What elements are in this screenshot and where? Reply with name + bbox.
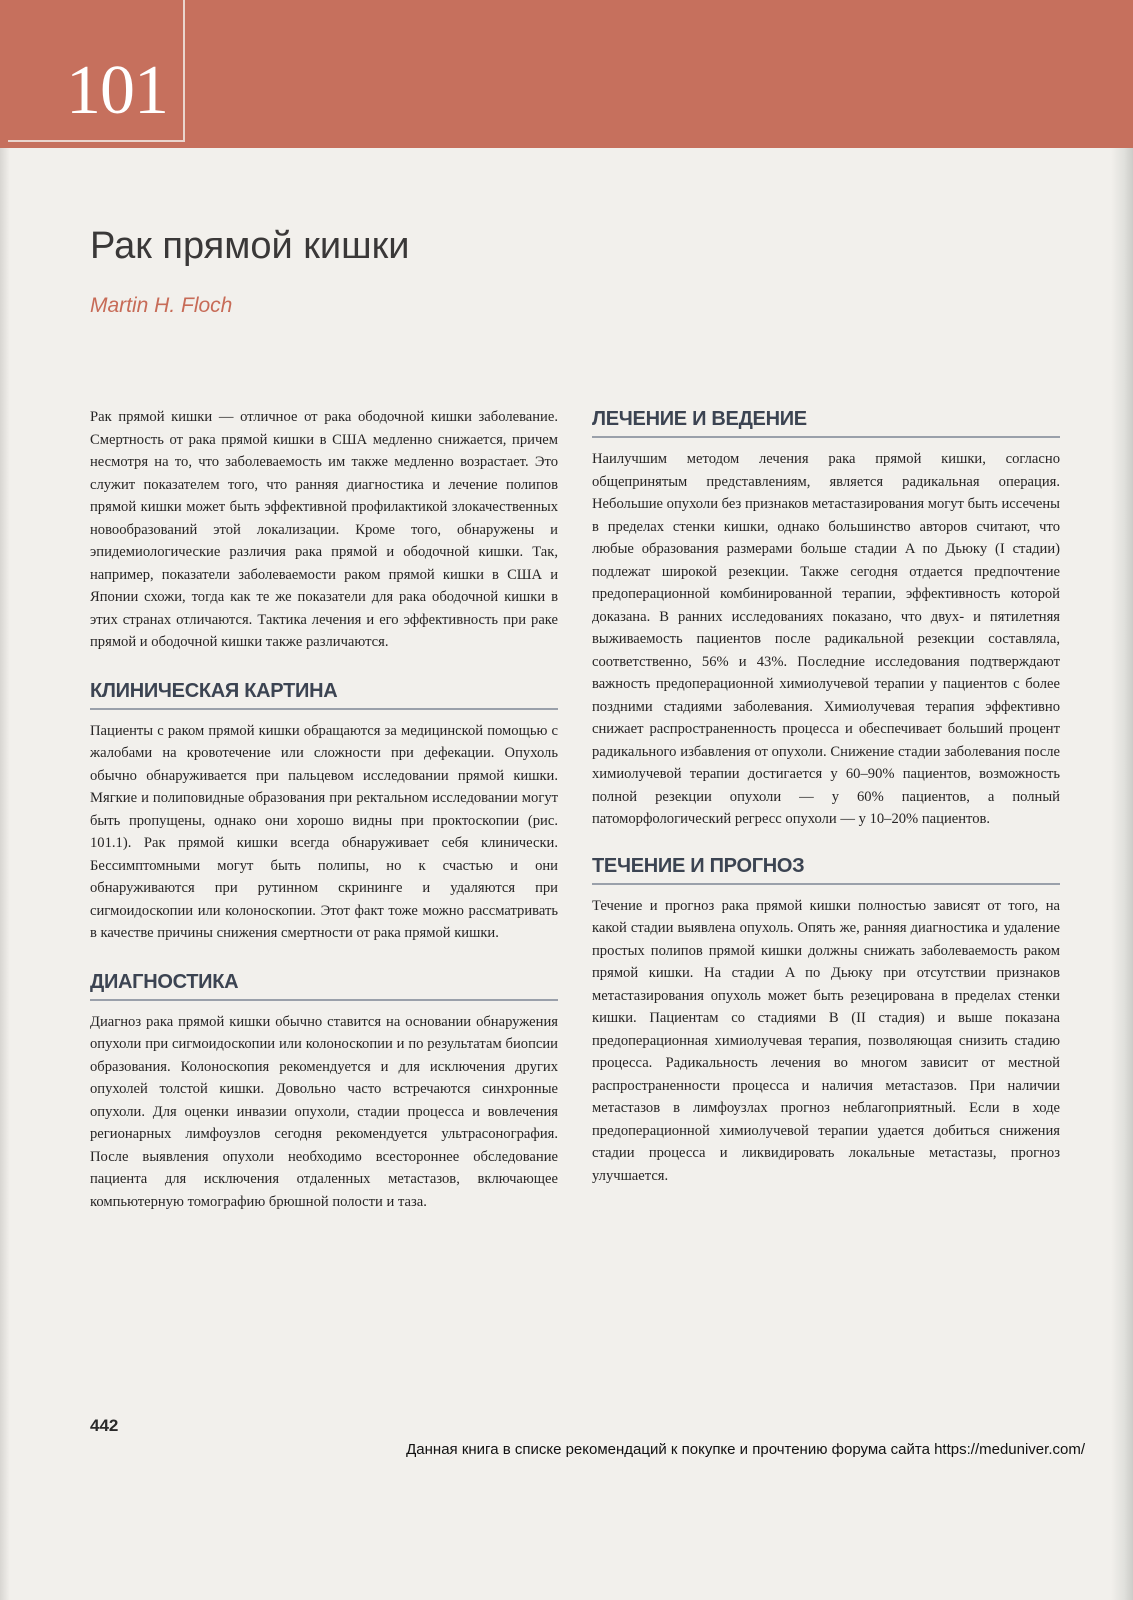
page-number: 442 — [90, 1416, 119, 1435]
right-column — [592, 406, 1060, 1187]
left-column — [90, 406, 558, 1213]
page-left-shadow — [0, 0, 10, 1600]
chapter-number: 101 — [66, 52, 168, 129]
section-heading-treatment: ЛЕЧЕНИЕ И ВЕДЕНИЕ — [592, 406, 1060, 438]
clinical-paragraph: Пациенты с раком прямой кишки обращаются за медицинской помощью с жалобами на кровотечение или сложности при дефекации. Опухоль обычно обнаруживается при пальцевом исследовании прямой кишки. Мягкие и полиповидные образования при ректальном исследовании могут быть пропущены, однако они хорошо видны при проктоскопии (рис. 101.1). Рак прямой кишки всегда обнаруживает себя клинически. Бессимптомными могут быть полипы, но к счастью и они обнаруживаются при рутинном скрининге и удаляются при сигмоидоскопии или колоноскопии. Этот факт тоже можно рассматривать в качестве причины снижения смертности от рака прямой кишки. — [90, 722, 558, 941]
section-heading-clinical: КЛИНИЧЕСКАЯ КАРТИНА — [90, 678, 558, 710]
intro-paragraph: Рак прямой кишки — отличное от рака ободочной кишки заболевание. Смертность от рака прямой кишки в США медленно снижается, причем несмотря на то, что заболеваемость им также медленно возрастает. Это служит показателем того, что ранняя диагностика и лечение полипов прямой кишки может быть эффективной профилактикой злокачественных новообразований этой локализации. Кроме того, обнаружены и эпидемиологические различия рака прямой и ободочной кишки. Так, например, показатели заболеваемости раком прямой кишки в США и Японии схожи, тогда как те же показатели для рака ободочной кишки в этих странах отличаются. Тактика лечения и его эффективность при раке прямой и ободочной кишки также различаются. — [90, 409, 558, 650]
page-right-shadow — [1111, 148, 1133, 1600]
prognosis-paragraph: Течение и прогноз рака прямой кишки полностью зависят от того, на какой стадии выявлена опухоль. Опять же, ранняя диагностика и удаление простых полипов прямой кишки должны снижать заболеваемость раком прямой кишки. На стадии A по Дьюку при отсутствии признаков метастазирования опухоль может быть резецирована в пределах стенки кишки. Пациентам со стадиями B (II стадия) и выше показана предоперационная химиолучевая терапия, позволяющая снизить стадию процесса. Радикальность лечения во многом зависит от местной распространенности процесса и наличия метастазов. При наличии метастазов в лимфоузлах прогноз неблагоприятный. Если в ходе предоперационной химиолучевой терапии удается добиться снижения стадии процесса и ликвидировать локальные метастазы, прогноз улучшается. — [592, 897, 1060, 1184]
section-heading-prognosis: ТЕЧЕНИЕ И ПРОГНОЗ — [592, 853, 1060, 885]
chapter-title: Рак прямой кишки — [90, 225, 410, 267]
chapter-header-band — [0, 0, 1133, 148]
diagnosis-paragraph: Диагноз рака прямой кишки обычно ставится на основании обнаружения опухоли при сигмоидоскопии или колоноскопии и по результатам биопсии образования. Колоноскопия рекомендуется и для исключения других опухолей толстой кишки. Довольно часто встречаются синхронные опухоли. Для оценки инвазии опухоли, стадии процесса и вовлечения регионарных лимфоузлов сегодня рекомендуется ультрасонография. После выявления опухоли необходимо всестороннее обследование пациента для исключения отдаленных метастазов, включающее компьютерную томографию брюшной полости и таза. — [90, 1013, 558, 1210]
footer-recommendation-note: Данная книга в списке рекомендаций к покупке и прочтению форума сайта https://meduniver.com/ — [406, 1441, 1085, 1458]
treatment-paragraph: Наилучшим методом лечения рака прямой кишки, согласно общепринятым представлениям, является радикальная операция. Небольшие опухоли без признаков метастазирования могут быть иссечены в пределах стенки кишки, однако большинство авторов считают, что любые образования размерами больше стадии A по Дьюку (I стадии) подлежат широкой резекции. Также сегодня отдается предпочтение предоперационной комбинированной терапии, эффективность которой доказана. В ранних исследованиях показано, что двух- и пятилетняя выживаемость пациентов после радикальной резекции составляла, соответственно, 56% и 43%. Последние исследования подтверждают важность предоперационной химиолучевой терапии у пациентов с более поздними стадиями заболевания. Химиолучевая терапия эффективно снижает распространенность процесса и обеспечивает больший процент радикального избавления от опухоли. Снижение стадии заболевания после химиолучевой терапии достигается у 60–90% пациентов, возможность полной резекции опухоли — у 60% пациентов, а полный патоморфологический регресс опухоли — у 10–20% пациентов. — [592, 451, 1060, 827]
section-heading-diagnosis: ДИАГНОСТИКА — [90, 969, 558, 1001]
author-name: Martin H. Floch — [90, 294, 233, 317]
